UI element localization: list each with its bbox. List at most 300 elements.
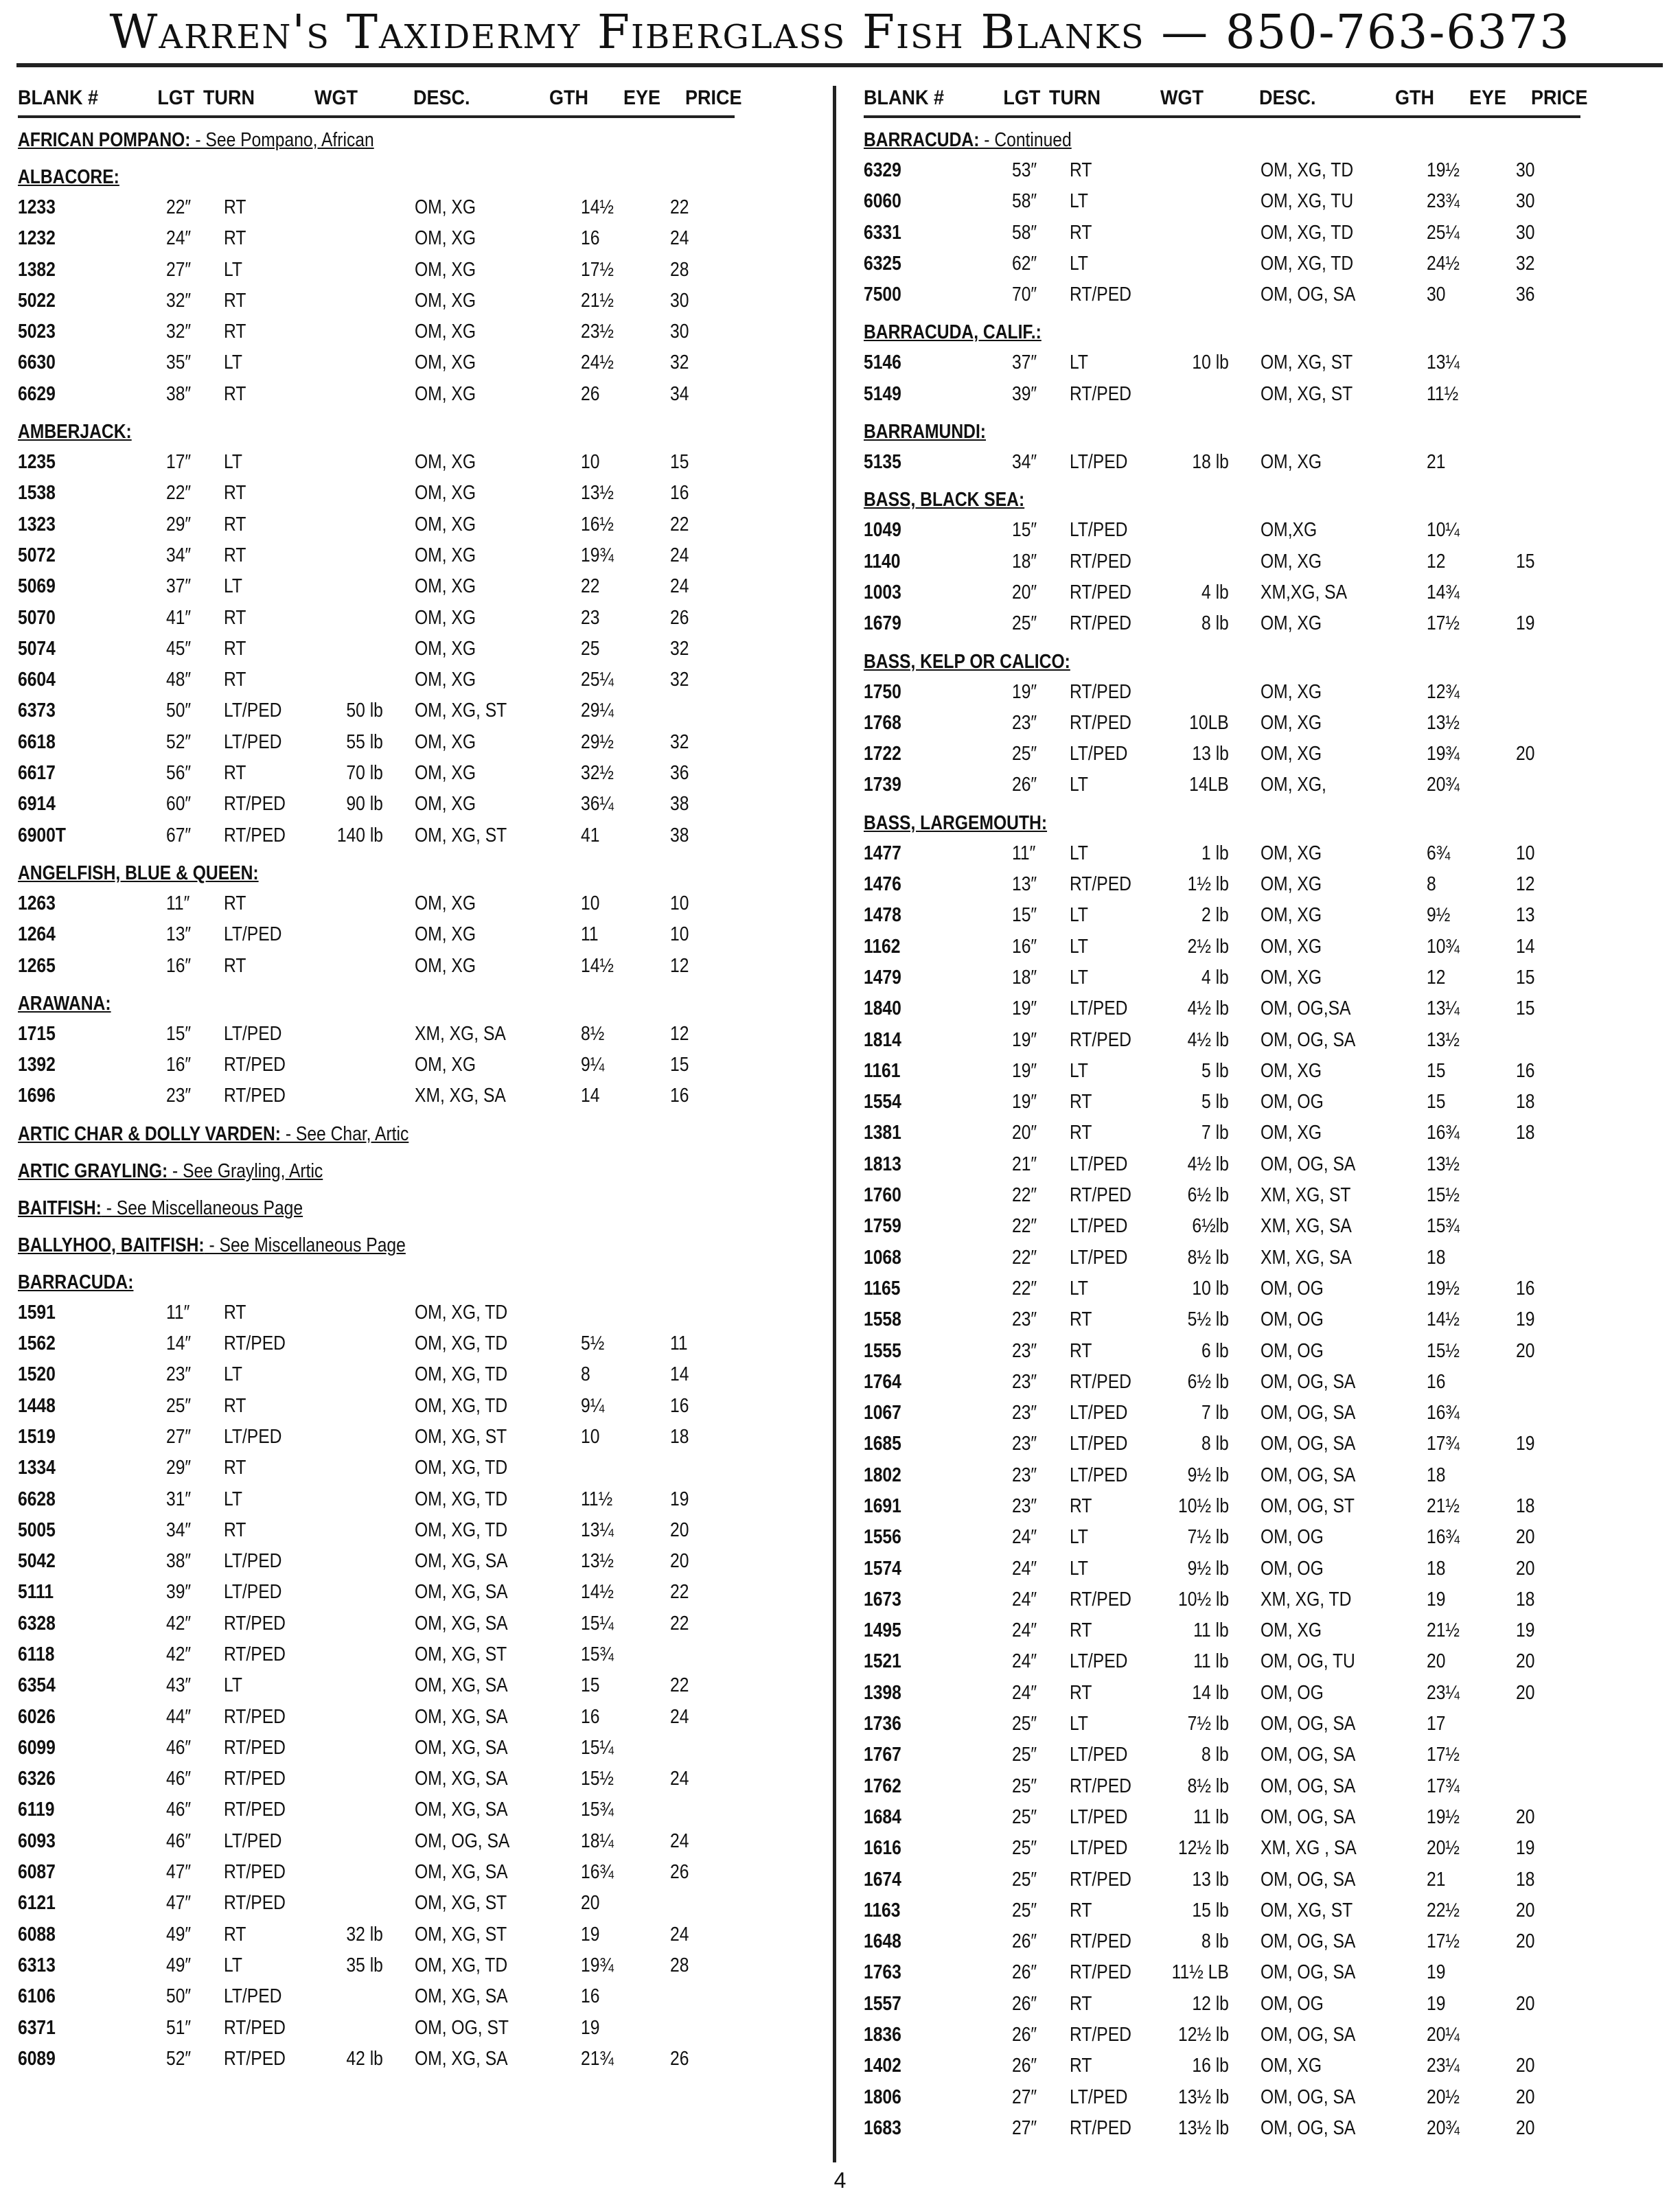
table-row	[864, 1554, 1660, 1584]
turn: RT/PED	[224, 793, 286, 816]
girth: 16	[581, 227, 600, 250]
eye-size: 11	[670, 1332, 688, 1355]
table-row	[864, 1646, 1660, 1677]
girth: 10¾	[1427, 935, 1460, 958]
length: 50″	[166, 700, 192, 722]
girth: 21	[1427, 1868, 1446, 1891]
table-row	[18, 1453, 814, 1483]
description: XM, XG, SA	[1261, 1246, 1352, 1269]
length: 37″	[166, 575, 192, 598]
girth: 19¾	[581, 544, 614, 566]
blank-number: 6329	[864, 159, 901, 181]
turn: RT/PED	[224, 1799, 286, 1821]
species-name: BARRACUDA:	[864, 129, 980, 151]
table-row	[864, 838, 1660, 869]
girth: 24½	[581, 351, 614, 374]
species-note: - See Pompano, African	[190, 129, 374, 151]
description: OM, XG	[1261, 711, 1322, 734]
species-section	[18, 1112, 814, 1149]
weight: 8½ lb	[1187, 1246, 1229, 1269]
turn: LT	[1070, 1526, 1088, 1549]
girth: 15½	[1427, 1339, 1460, 1362]
girth: 15¼	[581, 1612, 614, 1635]
blank-number: 1381	[864, 1122, 901, 1144]
length: 13″	[166, 923, 192, 946]
description: OM, OG	[1261, 1557, 1324, 1580]
weight: 5½ lb	[1187, 1308, 1229, 1331]
length: 49″	[166, 1954, 192, 1976]
species-name: BARRAMUNDI:	[864, 421, 987, 443]
girth: 16¾	[1427, 1122, 1460, 1144]
eye-size: 12	[670, 954, 689, 977]
blank-number: 1392	[18, 1054, 56, 1076]
girth: 15	[1427, 1091, 1446, 1113]
page-number: 4	[833, 2168, 847, 2193]
girth: 17½	[1427, 612, 1460, 635]
turn: RT/PED	[224, 1332, 286, 1355]
table-row	[864, 577, 1660, 608]
blank-number: 1398	[864, 1681, 901, 1704]
blank-number: 1648	[864, 1930, 901, 1953]
girth: 13¼	[581, 1519, 614, 1541]
table-row	[18, 1050, 814, 1081]
table-row	[864, 1273, 1660, 1304]
description: OM, XG, TD	[1261, 252, 1354, 275]
description: OM, OG, SA	[1261, 1744, 1356, 1766]
turn: LT	[1070, 774, 1088, 796]
header-wgt: WGT	[1160, 86, 1204, 109]
girth: 19½	[1427, 159, 1460, 181]
girth: 16¾	[581, 1861, 614, 1884]
description: OM, XG, TD	[1261, 221, 1354, 244]
turn: RT/PED	[224, 1054, 286, 1076]
girth: 20¾	[1427, 774, 1460, 796]
species-heading	[18, 1223, 695, 1260]
blank-number: 5022	[18, 289, 56, 312]
length: 13″	[1012, 873, 1037, 896]
blank-number: 1673	[864, 1588, 901, 1610]
species-section	[18, 851, 814, 982]
species-heading	[18, 1260, 695, 1297]
description: OM, XG, ST	[1261, 382, 1353, 405]
length: 29″	[166, 1457, 192, 1479]
table-row	[864, 993, 1660, 1024]
weight: 4 lb	[1201, 581, 1229, 603]
species-name: ANGELFISH, BLUE & QUEEN:	[18, 862, 259, 884]
girth: 15¼	[581, 1736, 614, 1759]
blank-number: 1161	[864, 1059, 901, 1082]
table-header	[864, 81, 1588, 118]
header-blank: BLANK #	[864, 86, 945, 109]
description: OM, XG	[415, 669, 476, 691]
length: 27″	[166, 258, 192, 281]
table-row	[864, 932, 1660, 962]
blank-number: 1768	[864, 711, 901, 734]
blank-number: 1264	[18, 923, 56, 946]
table-row	[864, 1584, 1660, 1615]
description: OM, OG	[1261, 1681, 1324, 1704]
blank-number: 1767	[864, 1744, 901, 1766]
turn: RT/PED	[224, 1736, 286, 1759]
table-row	[864, 1833, 1660, 1864]
weight: 8 lb	[1201, 612, 1229, 635]
girth: 9¼	[581, 1054, 605, 1076]
length: 25″	[1012, 1744, 1037, 1766]
eye-size: 14	[1516, 935, 1535, 958]
description: OM, XG	[415, 762, 476, 785]
blank-number: 1232	[18, 227, 56, 250]
description: OM, XG, SA	[415, 2047, 508, 2070]
length: 16″	[166, 1054, 192, 1076]
turn: LT	[224, 1674, 242, 1697]
header-lgt: LGT	[157, 86, 195, 109]
table-row	[864, 2082, 1660, 2113]
eye-size: 16	[1516, 1277, 1535, 1300]
eye-size: 20	[1516, 1526, 1535, 1549]
species-name: BAITFISH:	[18, 1197, 102, 1219]
description: OM, OG, SA	[1261, 1433, 1356, 1455]
length: 25″	[1012, 1899, 1037, 1921]
blank-number: 1684	[864, 1805, 901, 1828]
description: OM, XG	[415, 321, 476, 343]
weight: 7 lb	[1201, 1402, 1229, 1424]
blank-number: 6326	[18, 1768, 56, 1790]
table-row	[18, 447, 814, 478]
girth: 14	[581, 1085, 600, 1107]
eye-size: 28	[670, 1954, 689, 1976]
weight: 90 lb	[346, 793, 383, 816]
blank-number: 5149	[864, 382, 901, 405]
girth: 14¾	[1427, 581, 1460, 603]
table-row	[864, 1740, 1660, 1770]
eye-size: 30	[1516, 159, 1535, 181]
blank-number: 6026	[18, 1705, 56, 1728]
table-row	[18, 1484, 814, 1515]
blank-number: 1448	[18, 1394, 56, 1417]
description: OM, OG, ST	[415, 2016, 509, 2039]
eye-size: 32	[670, 637, 689, 660]
turn: LT/PED	[1070, 519, 1128, 542]
girth: 5½	[581, 1332, 605, 1355]
description: OM, XG, SA	[415, 1581, 508, 1604]
length: 23″	[166, 1363, 192, 1386]
girth: 20	[581, 1892, 600, 1915]
turn: LT	[224, 258, 242, 281]
blank-number: 6371	[18, 2016, 56, 2039]
description: OM, XG, TD	[415, 1363, 508, 1386]
weight: 10LB	[1189, 711, 1229, 734]
blank-number: 1402	[864, 2055, 901, 2077]
length: 22″	[1012, 1277, 1037, 1300]
turn: RT/PED	[1070, 1961, 1131, 1984]
length: 24″	[1012, 1588, 1037, 1610]
description: OM, XG	[415, 954, 476, 977]
species-section	[864, 410, 1660, 478]
table-row	[864, 1678, 1660, 1709]
weight: 4½ lb	[1187, 1028, 1229, 1051]
girth: 17¾	[1427, 1775, 1460, 1797]
length: 18″	[1012, 550, 1037, 573]
description: OM, XG	[415, 637, 476, 660]
weight: 11 lb	[1193, 1805, 1229, 1828]
length: 24″	[1012, 1681, 1037, 1704]
turn: RT	[1070, 159, 1092, 181]
turn: LT/PED	[1070, 1153, 1128, 1175]
blank-number: 5072	[18, 544, 56, 566]
blank-number: 6060	[864, 190, 901, 213]
species-note: - See Grayling, Artic	[168, 1159, 323, 1182]
turn: LT/PED	[224, 730, 282, 753]
girth: 25¼	[1427, 221, 1460, 244]
table-row	[18, 951, 814, 982]
blank-number: 1562	[18, 1332, 56, 1355]
table-row	[864, 708, 1660, 739]
length: 34″	[166, 544, 192, 566]
length: 25″	[1012, 1775, 1037, 1797]
description: OM, OG, TU	[1261, 1650, 1355, 1673]
table-row	[18, 316, 814, 347]
blank-number: 6629	[18, 382, 56, 405]
eye-size: 16	[1516, 1059, 1535, 1082]
turn: RT/PED	[224, 1768, 286, 1790]
girth: 8	[581, 1363, 590, 1386]
length: 25″	[1012, 1713, 1037, 1735]
table-row	[18, 1391, 814, 1422]
length: 23″	[1012, 1308, 1037, 1331]
length: 19″	[1012, 1059, 1037, 1082]
description: OM, XG, ST	[415, 700, 507, 722]
blank-number: 6618	[18, 730, 56, 753]
length: 46″	[166, 1799, 192, 1821]
length: 19″	[1012, 680, 1037, 703]
turn: LT/PED	[1070, 1805, 1128, 1828]
turn: LT	[1070, 1277, 1088, 1300]
description: OM, XG	[415, 793, 476, 816]
length: 24″	[1012, 1557, 1037, 1580]
blank-number: 1555	[864, 1339, 901, 1362]
length: 11″	[166, 892, 190, 914]
right-column	[864, 81, 1660, 2144]
description: OM, OG	[1261, 1526, 1324, 1549]
girth: 19	[581, 2016, 600, 2039]
table-row	[18, 1950, 814, 1981]
weight: 9½ lb	[1187, 1557, 1229, 1580]
girth: 8½	[581, 1022, 605, 1045]
girth: 19¾	[581, 1954, 614, 1976]
description: OM, XG	[415, 892, 476, 914]
eye-size: 36	[1516, 284, 1535, 306]
table-row	[18, 1826, 814, 1857]
table-row	[864, 1367, 1660, 1398]
table-row	[864, 1398, 1660, 1429]
blank-number: 1067	[864, 1402, 901, 1424]
turn: LT	[1070, 1557, 1088, 1580]
eye-size: 30	[1516, 190, 1535, 213]
blank-number: 6119	[18, 1799, 55, 1821]
description: OM, XG, SA	[415, 1612, 508, 1635]
blank-number: 1554	[864, 1091, 901, 1113]
length: 32″	[166, 289, 192, 312]
table-row	[864, 1522, 1660, 1553]
weight: 5 lb	[1201, 1091, 1229, 1113]
eye-size: 20	[1516, 2086, 1535, 2108]
table-row	[18, 1297, 814, 1328]
description: OM, XG, TD	[415, 1301, 508, 1324]
girth: 13¼	[1427, 997, 1460, 1020]
girth: 21	[1427, 451, 1446, 474]
girth: 13¼	[1427, 351, 1460, 374]
eye-size: 20	[1516, 743, 1535, 765]
turn: RT	[224, 954, 246, 977]
table-row	[18, 2044, 814, 2075]
eye-size: 24	[670, 575, 689, 598]
description: OM, OG, SA	[1261, 1402, 1356, 1424]
table-row	[864, 515, 1660, 546]
length: 26″	[1012, 774, 1037, 796]
eye-size: 24	[670, 544, 689, 566]
description: OM, XG, ST	[1261, 351, 1353, 374]
table-header	[18, 81, 742, 118]
length: 23″	[1012, 1433, 1037, 1455]
girth: 19½	[1427, 1805, 1460, 1828]
blank-number: 6099	[18, 1736, 56, 1759]
girth: 24½	[1427, 252, 1460, 275]
girth: 20	[1427, 1650, 1446, 1673]
page-title: Warren's Taxidermy Fiberglass Fish Blanks — 850-763-6373	[109, 5, 1571, 60]
eye-size: 14	[670, 1363, 689, 1386]
blank-number: 1495	[864, 1619, 901, 1642]
eye-size: 36	[670, 762, 689, 785]
girth: 21½	[581, 289, 614, 312]
description: OM, XG	[1261, 842, 1322, 864]
table-row	[864, 677, 1660, 708]
length: 37″	[1012, 351, 1037, 374]
table-row	[18, 509, 814, 540]
table-row	[864, 962, 1660, 993]
girth: 11½	[1427, 382, 1459, 405]
girth: 18	[1427, 1557, 1446, 1580]
description: OM, OG	[1261, 1308, 1324, 1331]
girth: 23½	[581, 321, 614, 343]
eye-size: 18	[1516, 1868, 1535, 1891]
length: 25″	[166, 1394, 192, 1417]
blank-number: 1265	[18, 954, 56, 977]
blank-number: 1519	[18, 1425, 56, 1448]
eye-size: 16	[670, 1394, 689, 1417]
description: OM, XG	[415, 513, 476, 535]
girth: 22	[581, 575, 600, 598]
blank-number: 1616	[864, 1837, 901, 1860]
eye-size: 30	[1516, 221, 1535, 244]
turn: LT	[224, 1488, 242, 1510]
turn: LT/PED	[224, 700, 282, 722]
length: 23″	[1012, 1370, 1037, 1393]
turn: RT/PED	[1070, 1868, 1131, 1891]
turn: RT	[1070, 1681, 1092, 1704]
table-row	[864, 869, 1660, 900]
turn: RT	[1070, 1091, 1092, 1113]
eye-size: 19	[1516, 1837, 1535, 1860]
girth: 25¼	[581, 669, 614, 691]
turn: RT	[224, 321, 246, 343]
blank-number: 6628	[18, 1488, 56, 1510]
girth: 26	[581, 382, 600, 405]
table-row	[18, 1359, 814, 1390]
eye-size: 18	[1516, 1494, 1535, 1517]
eye-size: 19	[670, 1488, 689, 1510]
blank-number: 1806	[864, 2086, 901, 2108]
weight: 50 lb	[346, 700, 383, 722]
turn: RT	[1070, 1992, 1092, 2015]
length: 22″	[1012, 1215, 1037, 1238]
length: 47″	[166, 1861, 192, 1884]
blank-number: 1764	[864, 1370, 901, 1393]
turn: RT	[224, 1519, 246, 1541]
table-row	[18, 727, 814, 758]
blank-number: 1521	[864, 1650, 901, 1673]
eye-size: 24	[670, 1829, 689, 1852]
length: 32″	[166, 321, 192, 343]
turn: RT	[224, 513, 246, 535]
description: OM, OG, SA	[415, 1829, 510, 1852]
blank-number: 6089	[18, 2047, 56, 2070]
turn: RT	[224, 762, 246, 785]
table-row	[864, 2113, 1660, 2144]
description: OM, XG	[1261, 904, 1322, 927]
turn: LT	[1070, 904, 1088, 927]
table-row	[18, 2013, 814, 2044]
turn: LT/PED	[224, 1985, 282, 2008]
table-row	[18, 1919, 814, 1950]
blank-number: 1736	[864, 1713, 901, 1735]
description: OM, OG, SA	[1261, 1464, 1356, 1486]
blank-number: 1478	[864, 904, 901, 927]
description: OM, XG	[415, 482, 476, 505]
turn: LT/PED	[224, 1425, 282, 1448]
eye-size: 28	[670, 258, 689, 281]
table-row	[864, 1087, 1660, 1118]
blank-number: 1479	[864, 966, 901, 989]
description: OM, XG	[415, 227, 476, 250]
length: 56″	[166, 762, 192, 785]
turn: RT/PED	[1070, 1028, 1131, 1051]
girth: 16¾	[1427, 1526, 1460, 1549]
length: 39″	[1012, 382, 1037, 405]
girth: 9½	[1427, 904, 1451, 927]
turn: RT/PED	[224, 1612, 286, 1635]
header-eye: EYE	[1469, 86, 1507, 109]
blank-number: 6630	[18, 351, 56, 374]
girth: 20¾	[1427, 2116, 1460, 2139]
table-row	[18, 919, 814, 950]
description: OM, XG	[1261, 680, 1322, 703]
description: OM, XG, ST	[415, 1892, 507, 1915]
girth: 13½	[581, 482, 614, 505]
table-row	[18, 286, 814, 316]
table-row	[18, 1981, 814, 2012]
table-row	[18, 255, 814, 286]
description: OM, XG, ST	[415, 1643, 507, 1665]
description: OM, XG	[1261, 935, 1322, 958]
description: OM, XG, TD	[415, 1488, 508, 1510]
length: 46″	[166, 1736, 192, 1759]
weight: 2 lb	[1201, 904, 1229, 927]
description: OM, XG	[415, 351, 476, 374]
blank-number: 1162	[864, 935, 901, 958]
girth: 30	[1427, 284, 1446, 306]
turn: RT	[1070, 1122, 1092, 1144]
header-turn: TURN	[1049, 86, 1101, 109]
